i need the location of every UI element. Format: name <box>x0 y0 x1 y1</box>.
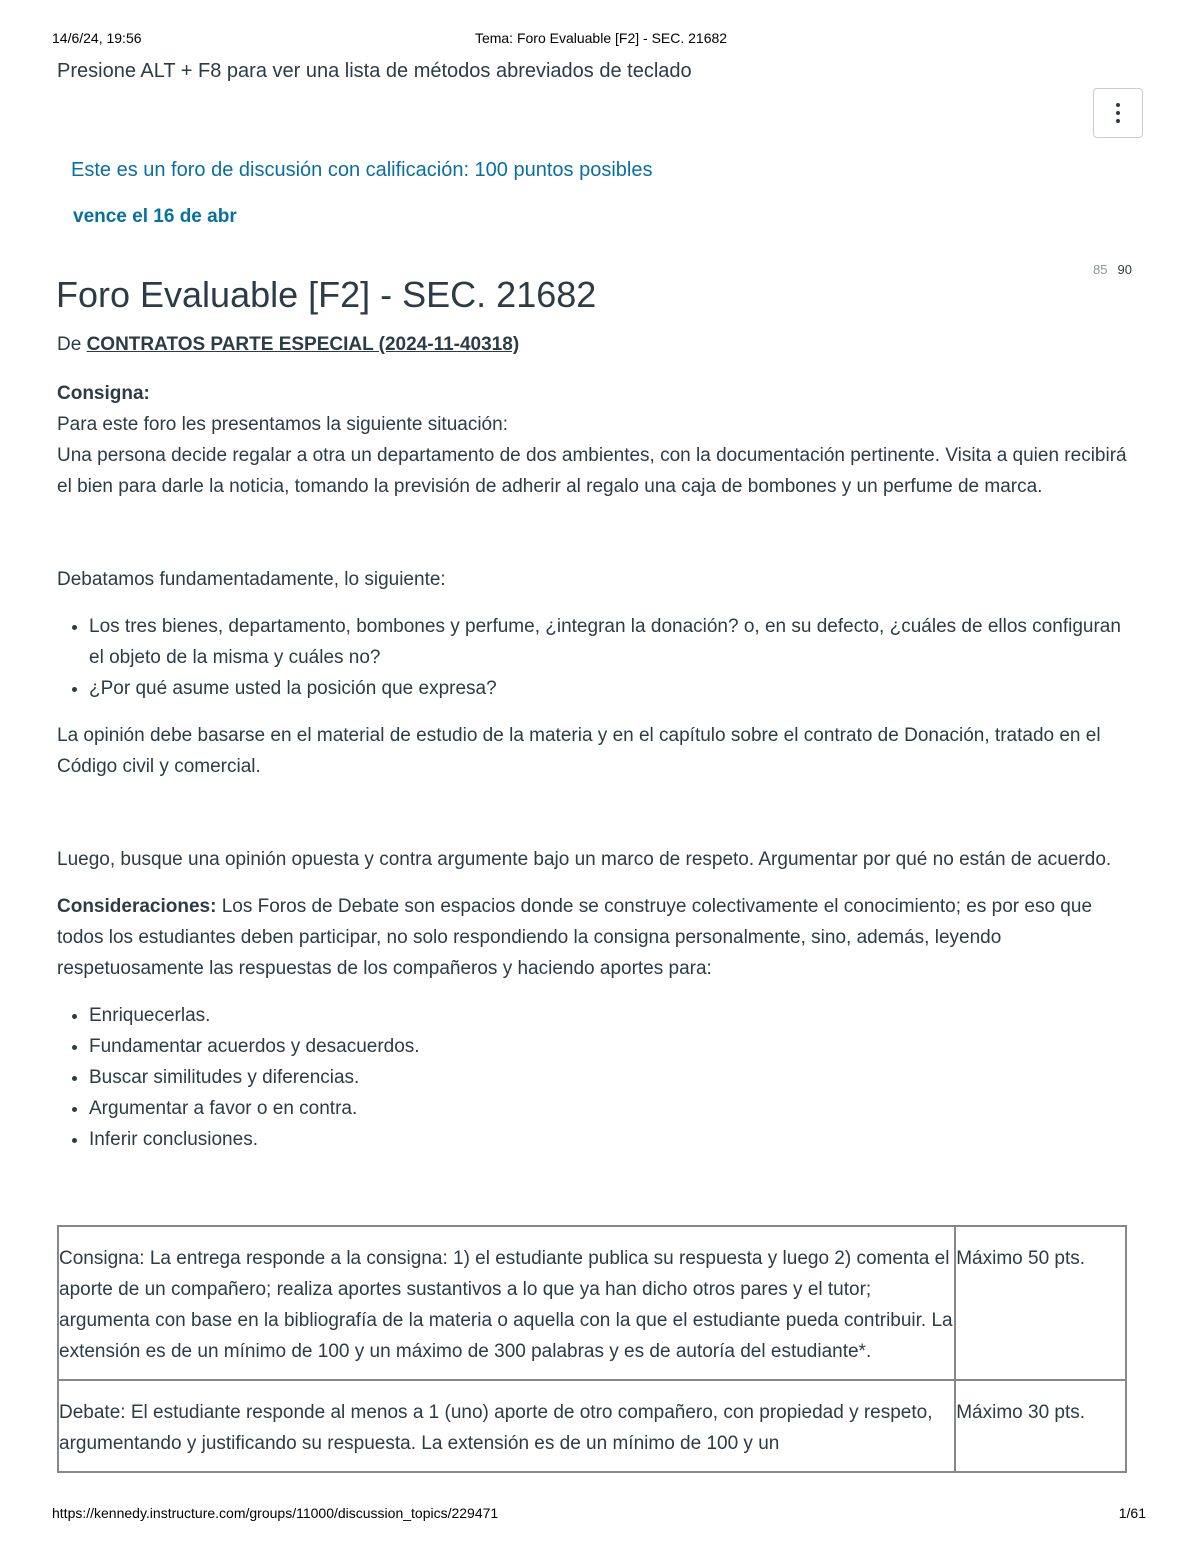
keyboard-shortcut-hint: Presione ALT + F8 para ver una lista de métodos abreviados de teclado <box>57 60 692 82</box>
discussion-body <box>57 378 1137 1155</box>
list-item: • Enriquecerlas. <box>89 1000 1137 1031</box>
print-title: Tema: Foro Evaluable [F2] - SEC. 21682 <box>474 30 728 46</box>
progress-indicator <box>1093 262 1132 277</box>
print-footer <box>52 1505 1146 1525</box>
print-datetime: 14/6/24, 19:56 <box>52 30 142 46</box>
opinion-note: La opinión debe basarse en el material de estudio de la materia y en el capítulo sobre el contrato de Donación, tratado en el Código civil y comercial. <box>57 725 1101 777</box>
course-link[interactable]: CONTRATOS PARTE ESPECIAL (2024-11-40318) <box>86 334 520 355</box>
from-prefix: De <box>57 334 87 355</box>
print-url: https://kennedy.instructure.com/groups/11000/discussion_topics/229471 <box>52 1505 499 1521</box>
print-header <box>52 30 1150 50</box>
rubric-table <box>57 1225 1127 1473</box>
progress-value-a: 85 <box>1093 262 1108 277</box>
considerations-paragraph <box>57 891 1137 984</box>
rubric-points: Máximo 50 pts. <box>955 1226 1126 1380</box>
list-item: • ¿Por qué asume usted la posición que expresa? <box>89 673 1137 704</box>
page-title: Foro Evaluable [F2] - SEC. 21682 <box>56 274 597 315</box>
table-row <box>58 1380 1126 1472</box>
graded-discussion-notice: Este es un foro de discusión con calificación: 100 puntos posibles <box>71 159 653 181</box>
question-list <box>57 611 1137 704</box>
list-item: • Los tres bienes, departamento, bombones y perfume, ¿integran la donación? o, en su defecto, ¿cuáles de ellos configuran el objeto de la misma y cuáles no? <box>89 611 1137 673</box>
more-options-button[interactable] <box>1093 88 1143 138</box>
due-date: vence el 16 de abr <box>73 206 237 227</box>
debate-intro: Debatamos fundamentadamente, lo siguiente: <box>57 569 446 590</box>
considerations-label: Consideraciones: <box>57 896 217 917</box>
kebab-icon <box>1116 103 1120 123</box>
rubric-criterion: Debate: El estudiante responde al menos a 1 (uno) aporte de otro compañero, con propiedad y respeto, argumentando y justificando su respuesta. La extensión es de un mínimo de 100 y un <box>58 1380 955 1472</box>
page-number: 1/61 <box>1118 1505 1146 1521</box>
rubric-criterion: Consigna: La entrega responde a la consigna: 1) el estudiante publica su respuesta y luego 2) comenta el aporte de un compañero; realiza aportes sustantivos a lo que ya han dicho otros pares y el tutor; argumenta con base en la bibliografía de la materia o aquella con la que el estudiante pueda contribuir. La extensión es de un mínimo de 100 y un máximo de 300 palabras y es de autoría del estudiante*. <box>58 1226 955 1380</box>
counter-note: Luego, busque una opinión opuesta y contra argumente bajo un marco de respeto. Argumentar por qué no están de acuerdo. <box>57 849 1112 870</box>
rubric-container <box>0 1225 1200 1498</box>
consigna-label: Consigna: <box>57 383 150 404</box>
course-line <box>57 334 519 356</box>
aims-list <box>57 1000 1137 1155</box>
list-item: • Inferir conclusiones. <box>89 1124 1137 1155</box>
list-item: • Buscar similitudes y diferencias. <box>89 1062 1137 1093</box>
rubric-points: Máximo 30 pts. <box>955 1380 1126 1472</box>
intro-paragraph: Para este foro les presentamos la siguiente situación: <box>57 414 508 435</box>
list-item: • Argumentar a favor o en contra. <box>89 1093 1137 1124</box>
progress-value-b: 90 <box>1117 262 1132 277</box>
considerations-text: Los Foros de Debate son espacios donde se construye colectivamente el conocimiento; es por eso que todos los estudiantes deben participar, no solo respondiendo la consigna personalmente, sino, además, leyendo respetuosamente las respuestas de los compañeros y haciendo aportes para: <box>57 896 1093 979</box>
table-row <box>58 1226 1126 1380</box>
situation-paragraph: Una persona decide regalar a otra un departamento de dos ambientes, con la documentación pertinente. Visita a quien recibirá el bien para darle la noticia, tomando la previsión de adherir al regalo una caja de bombones y un perfume de marca. <box>57 445 1127 497</box>
list-item: • Fundamentar acuerdos y desacuerdos. <box>89 1031 1137 1062</box>
